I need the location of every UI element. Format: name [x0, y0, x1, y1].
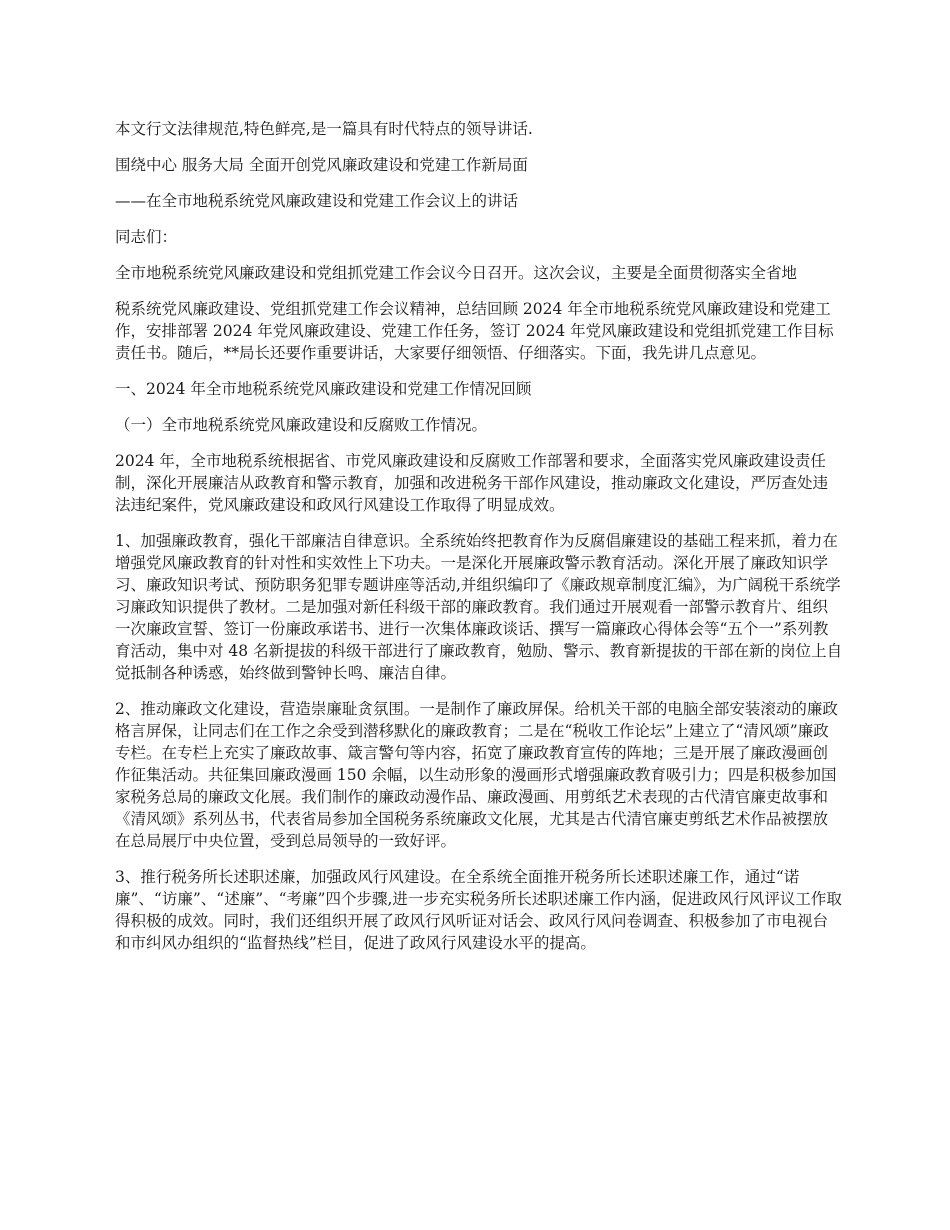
paragraph-agenda: 税系统党风廉政建设、党组抓党建工作会议精神，总结回顾 2024 年全市地税系统党风廉政建设和党建工作，安排部署 2024 年党风廉政建设、党建工作任务，签订 2024 年党风廉政建设和党组抓党建工作目标责任书。随后，**局长还要作重要讲话，大家要仔细领悟、仔细落实。下面，我先讲几点意见。 — [115, 300, 834, 362]
speech-title: 围绕中心 服务大局 全面开创党风廉政建设和党建工作新局面 — [115, 156, 528, 174]
paragraph-summary: 2024 年，全市地税系统根据省、市党风廉政建设和反腐败工作部署和要求，全面落实党风廉政建设责任制，深化开展廉洁从政教育和警示教育，加强和改进税务干部作风建设，推动廉政文化建设，严厉查处违法违纪案件，党风廉政建设和政风行风建设工作取得了明显成效。 — [115, 452, 829, 514]
paragraph-item-3: 3、推行税务所长述职述廉，加强政风行风建设。在全系统全面推开税务所长述职述廉工作，通过“诺廉”、“访廉”、“述廉”、“考廉”四个步骤,进一步充实税务所长述职述廉工作内涵，促进政风行风评议工作取得积极的成效。同时，我们还组织开展了政风行风听证对话会、政风行风问卷调查、积极参加了市电视台和市纠风办组织的“监督热线”栏目，促进了政风行风建设水平的提高。 — [115, 868, 842, 952]
intro-note: 本文行文法律规范,特色鲜亮,是一篇具有时代特点的领导讲话. — [115, 120, 533, 138]
subsection-heading-1: （一）全市地税系统党风廉政建设和反腐败工作情况。 — [115, 416, 488, 434]
speech-subtitle: ——在全市地税系统党风廉政建设和党建工作会议上的讲话 — [115, 192, 519, 210]
paragraph-item-1: 1、加强廉政教育，强化干部廉洁自律意识。全系统始终把教育作为反腐倡廉建设的基础工程来抓，着力在增强党风廉政教育的针对性和实效性上下功夫。一是深化开展廉政警示教育活动。深化开展了廉政知识学习、廉政知识考试、预防职务犯罪专题讲座等活动,并组织编印了《廉政规章制度汇编》，为广阔税干系统学习廉政知识提供了教材。二是加强对新任科级干部的廉政教育。我们通过开展观看一部警示教育片、组织一次廉政宣誓、签订一份廉政承诺书、进行一次集体廉政谈话、撰写一篇廉政心得体会等“五个一”系列教育活动，集中对 48 名新提拔的科级干部进行了廉政教育，勉励、警示、教育新提拔的干部在新的岗位上自觉抵制各种诱惑，始终做到警钟长鸣、廉洁自律。 — [115, 532, 843, 682]
section-heading-1: 一、2024 年全市地税系统党风廉政建设和党建工作情况回顾 — [115, 380, 532, 398]
document-body — [115, 118, 843, 968]
salutation: 同志们： — [115, 228, 178, 246]
paragraph-item-2: 2、推动廉政文化建设，营造崇廉耻贪氛围。一是制作了廉政屏保。给机关干部的电脑全部安装滚动的廉政格言屏保，让同志们在工作之余受到潜移默化的廉政教育；二是在“税收工作论坛”上建立了“清风颂”廉政专栏。在专栏上充实了廉政故事、箴言警句等内容，拓宽了廉政教育宣传的阵地；三是开展了廉政漫画创作征集活动。共征集回廉政漫画 150 余幅，以生动形象的漫画形式增强廉政教育吸引力；四是积极参加国家税务总局的廉政文化展。我们制作的廉政动漫作品、廉政漫画、用剪纸艺术表现的古代清官廉吏故事和《清风颂》系列丛书，代表省局参加全国税务系统廉政文化展，尤其是古代清官廉吏剪纸艺术作品被摆放在总局展厅中央位置，受到总局领导的一致好评。 — [115, 700, 838, 850]
paragraph-opening: 全市地税系统党风廉政建设和党组抓党建工作会议今日召开。这次会议，主要是全面贯彻落实全省地 — [115, 264, 798, 282]
